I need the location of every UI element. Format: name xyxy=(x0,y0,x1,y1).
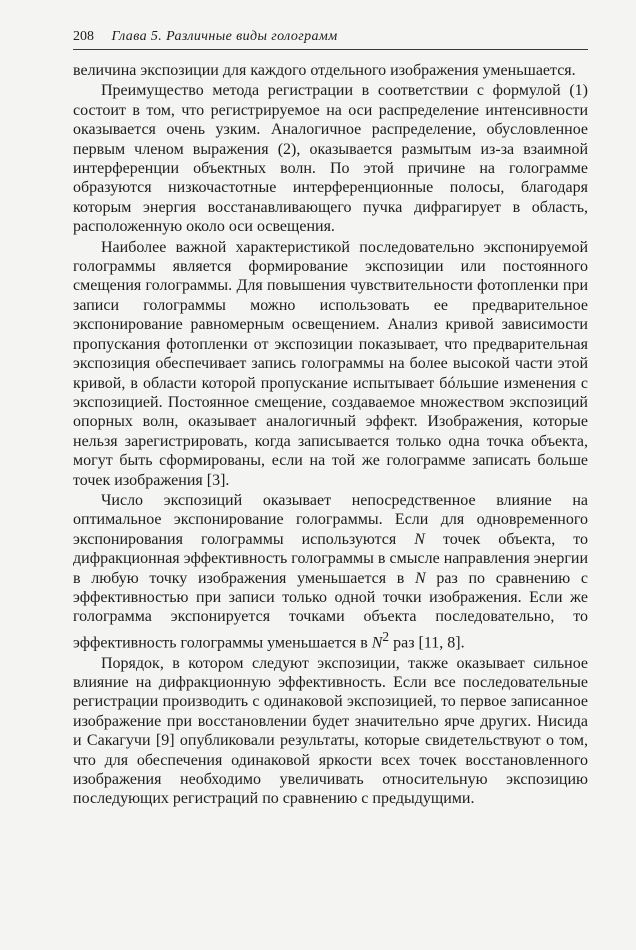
paragraph-text: Число экспозиций оказывает непосредственное влияние на оптимальное экспонирование голограммы. Если для одновременного экспонирования голограммы используются xyxy=(73,491,588,548)
paragraph xyxy=(73,654,588,809)
paragraph-text: величина экспозиции для каждого отдельного изображения уменьшается. xyxy=(73,62,576,79)
paragraph-text: Преимущество метода регистрации в соответствии с формулой (1) состоит в том, что регистрируемое на оси распределение интенсивности оказывается очень узким. Аналогичное распределение, обусловленное первым членом выражения (2), оказывается размытым из-за взаимной интерференции объектных волн. По этой причине на голограмме образуются низкочастотные интерференционные полосы, благодаря которым энергия восстанавливающего пучка дифрагирует в область, расположенную около оси освещения. xyxy=(73,82,588,236)
math-variable: N xyxy=(414,530,425,548)
paragraph xyxy=(73,491,588,653)
paragraph-continued xyxy=(73,61,588,80)
paragraph xyxy=(73,238,588,490)
page-header xyxy=(73,28,588,50)
paragraph xyxy=(73,81,588,236)
superscript: 2 xyxy=(382,628,390,644)
math-variable: N xyxy=(415,569,426,587)
running-title: Глава 5. Различные виды голограмм xyxy=(111,29,338,44)
paragraph-text: раз [11, 8]. xyxy=(389,634,465,652)
page-number: 208 xyxy=(73,29,94,44)
math-variable: N xyxy=(371,634,383,652)
paragraph-text: точек объекта, то дифракционная эффективность голограммы в смысле направления энергии в любую точку изображения уменьшается в xyxy=(73,530,588,587)
paragraph-text: раз по сравнению с эффективностью при записи только одной точки изображения. Если же голограмма экспонируется точками объекта последовательно, то эффективность голограммы уменьшается в xyxy=(73,569,588,652)
paragraph-text: Порядок, в котором следуют экспозиции, также оказывает сильное влияние на дифракционную эффективность. Если все последовательные регистрации производить с одинаковой экспозицией, то первое записанное изображение при восстановлении будет значительно ярче других. Нисида и Сакагучи [9] опубликовали результаты, которые свидетельствуют о том, что для обеспечения одинаковой яркости всех точек восстановленного изображения необходимо увеличивать относительную экспозицию последующих регистраций по сравнению с предыдущими. xyxy=(73,654,588,808)
body-text xyxy=(73,61,588,809)
paragraph-text: Наиболее важной характеристикой последовательно экспонируемой голограммы является формирование экспозиции или постоянного смещения голограммы. Для повышения чувствительности фотопленки при записи голограммы можно использовать ее предварительное экспонирование равномерным освещением. Анализ кривой зависимости пропускания фотопленки от экспозиции показывает, что предварительная экспозиция обеспечивает запись голограммы на более высокой части этой кривой, в области которой пропускание испытывает бóльшие изменения с экспозицией. Постоянное смещение, создаваемое множеством экспозиций опорных волн, оказывает аналогичный эффект. Изображения, которые нельзя зарегистрировать, когда записывается только одна точка объекта, могут быть сформированы, если на той же голограмме записать больше точек изображения [3]. xyxy=(73,238,588,489)
